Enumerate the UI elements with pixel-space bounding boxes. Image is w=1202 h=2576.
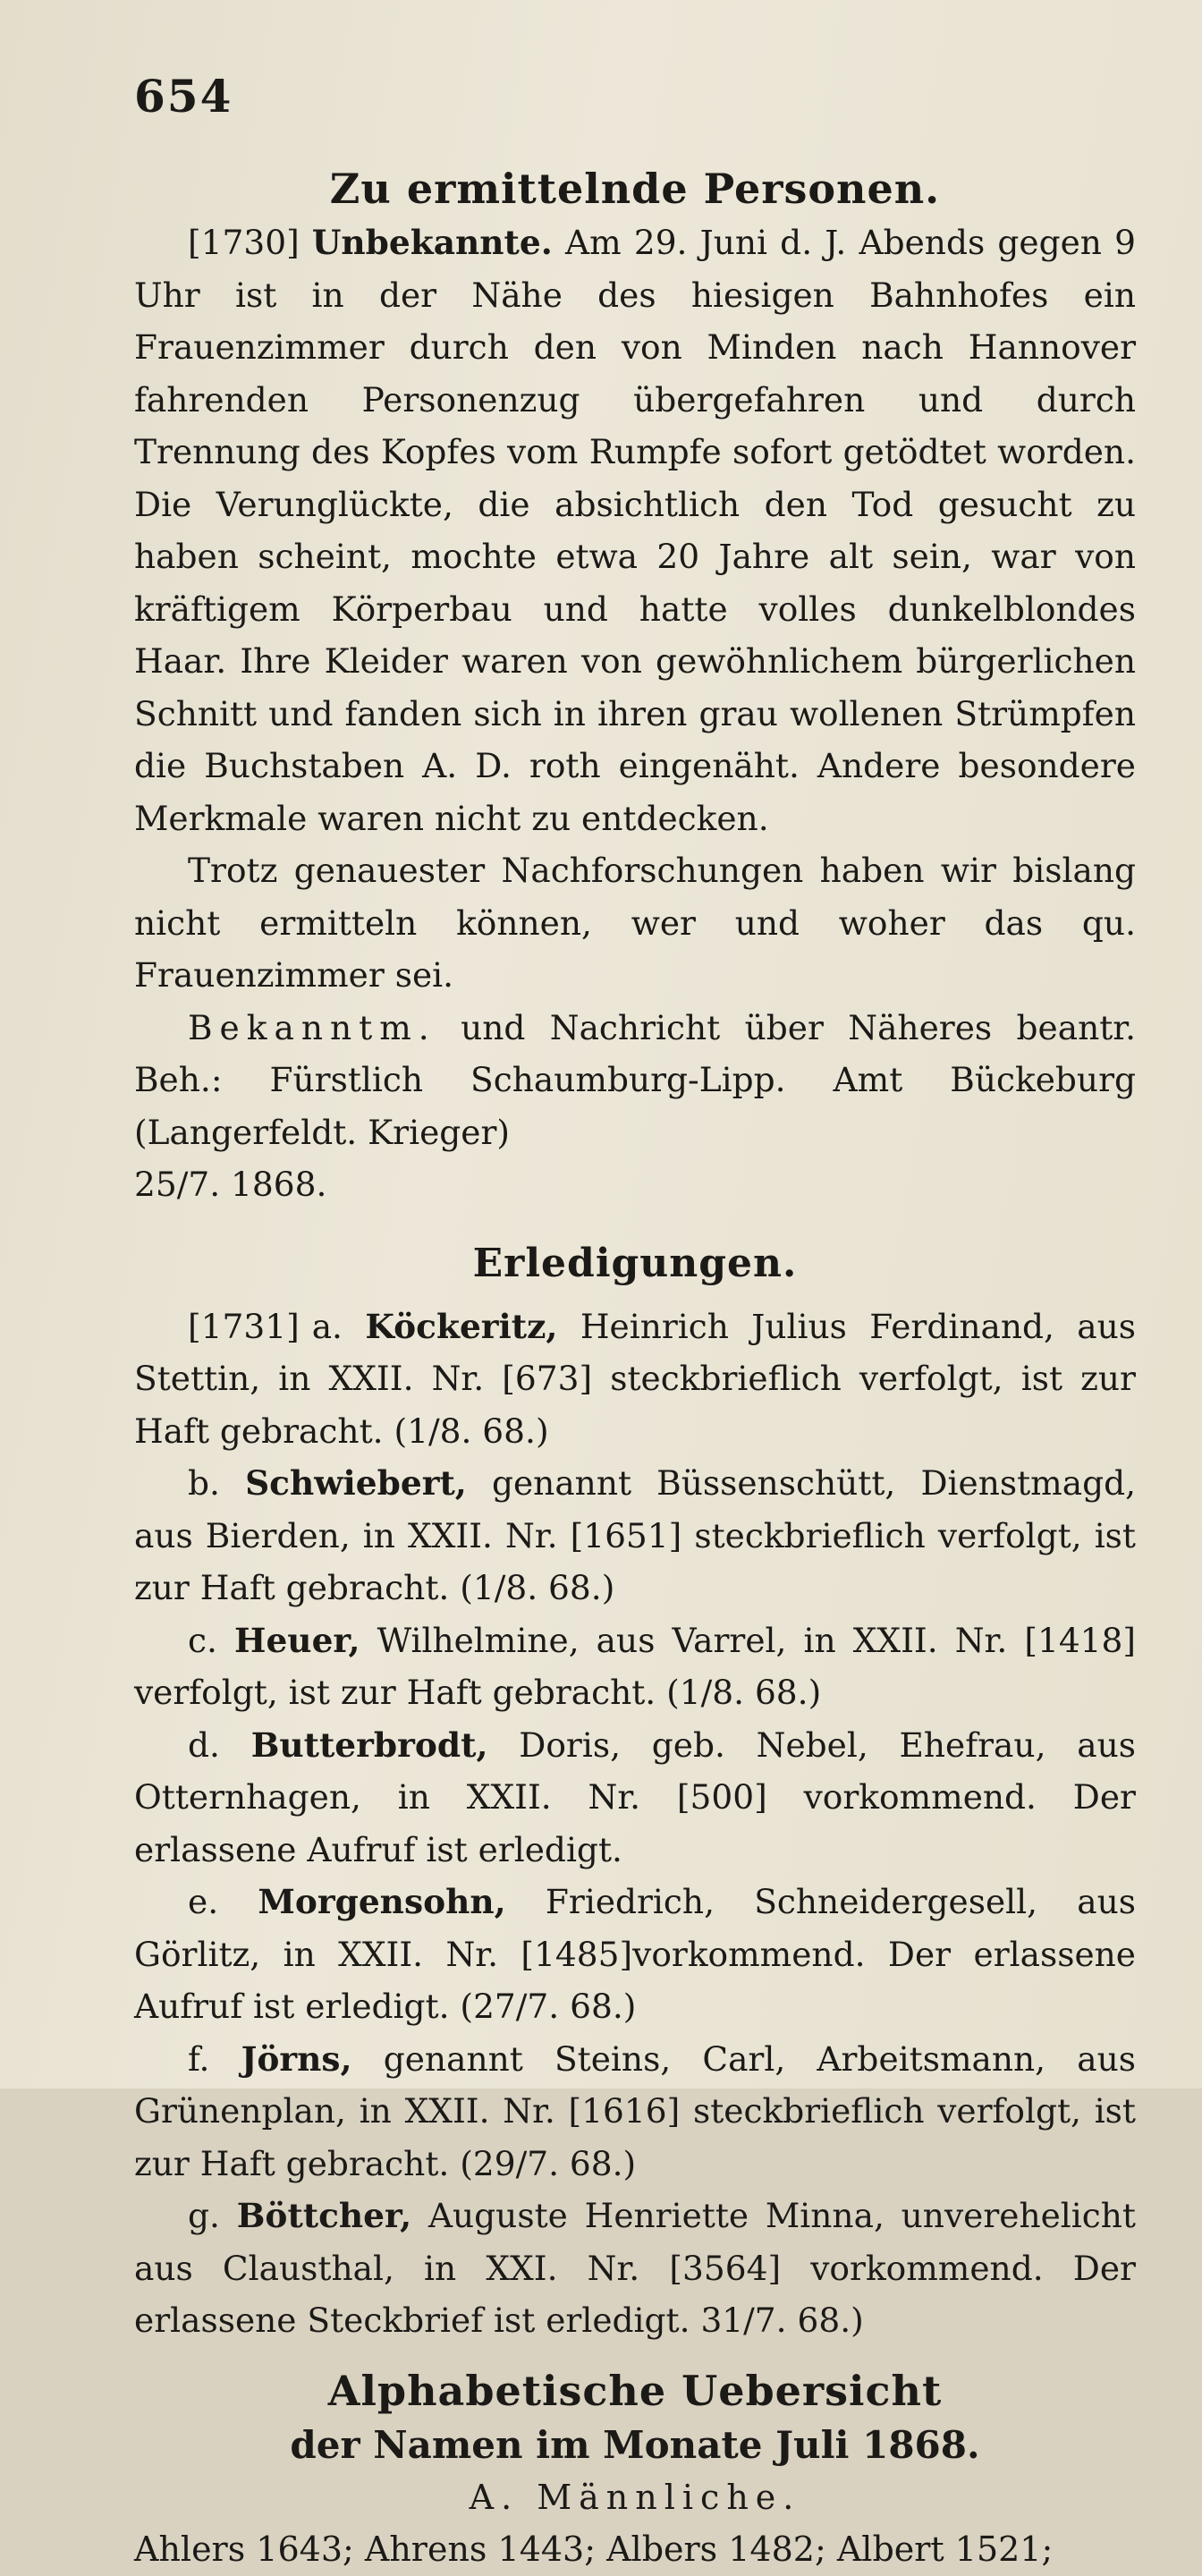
entry-1731-g [134, 2190, 1136, 2347]
entry-1731-number: [1731] [188, 1306, 300, 1346]
entry-1730-notice [134, 1002, 1136, 1211]
item-name: Böttcher, [236, 2196, 412, 2235]
index-heading: Alphabetische Uebersicht [327, 2366, 943, 2415]
item-text: genannt Büssenschütt, Dienstmagd, aus Bierden, in XXII. Nr. [1651] steckbrieflich verfolgt, ist zur Haft gebracht. (1/8. 68.) [134, 1463, 1137, 1607]
item-text: genannt Steins, Carl, Arbeitsmann, aus Grünenplan, in XXII. Nr. [1616] steckbrieflich verfolgt, ist zur Haft gebracht. (29/7. 68.) [134, 2038, 1136, 2183]
settled-heading: Erledigungen. [472, 1240, 798, 1286]
item-text: Friedrich, Schneidergesell, aus Görlitz, in XXII. Nr. [1485]vorkommend. Der erlassene Aufruf ist erledigt. (27/7. 68.) [134, 1882, 1136, 2026]
item-letter: a. [311, 1306, 343, 1346]
entry-1731-c [134, 1614, 1136, 1719]
item-letter: d. [188, 1724, 220, 1765]
item-letter: e. [188, 1882, 219, 1921]
entry-1730-number: [1730] [188, 223, 300, 262]
item-name: Schwiebert, [245, 1463, 467, 1503]
item-letter: c. [188, 1620, 217, 1660]
item-name: Heuer, [234, 1620, 360, 1660]
entry-1730-date: 25/7. 1868. [134, 1165, 327, 1204]
entry-1731-d [134, 1719, 1136, 1877]
item-letter: f. [188, 2038, 210, 2079]
entry-1731-b [134, 1457, 1136, 1614]
notice-label: Bekanntm. [188, 1007, 436, 1047]
item-text: Heinrich Julius Ferdinand, aus Stettin, in XXII. Nr. [673] steckbrieflich verfolgt, ist zur Haft gebracht. (1/8. 68.) [134, 1306, 1137, 1451]
entry-1731-e [134, 1876, 1136, 2033]
index-letter-heading: A. Männliche. [469, 2477, 801, 2517]
page-number: 654 [134, 70, 233, 123]
item-text: Auguste Henriette Minna, unverehelicht aus Clausthal, in XXI. Nr. [3564] vorkommend. Der erlassene Steckbrief ist erledigt. 31/7. 68.) [134, 2196, 1137, 2340]
notice-text: und Nachricht über Näheres beantr. Beh.: Fürstlich Schaumburg-Lipp. Amt Bückeburg (Langerfeldt. Krieger) [134, 1007, 1137, 1152]
item-name: Köckeritz, [365, 1306, 558, 1346]
item-name: Jörns, [241, 2038, 352, 2079]
wanted-persons-heading: Zu ermittelnde Personen. [329, 165, 941, 213]
page-content [134, 161, 1136, 2576]
item-letter: g. [188, 2196, 220, 2235]
entry-1730-paragraph [134, 216, 1136, 844]
item-text: Wilhelmine, aus Varrel, in XXII. Nr. [1418] verfolgt, ist zur Haft gebracht. (1/8. 68.) [134, 1620, 1137, 1712]
entry-1731-a [134, 1301, 1136, 1458]
item-letter: b. [188, 1463, 220, 1503]
item-text: Doris, geb. Nebel, Ehefrau, aus Otternhagen, in XXII. Nr. [500] vorkommend. Der erlassene Aufruf ist erledigt. [134, 1724, 1136, 1869]
index-line: Ahlers 1643; Ahrens 1443; Albers 1482; Albert 1521; [134, 2529, 1054, 2569]
item-name: Morgensohn, [258, 1882, 506, 1921]
entry-1730-paragraph-2: Trotz genauester Nachforschungen haben wir bislang nicht ermitteln können, wer und woher das qu. Frauenzimmer sei. [134, 851, 1136, 995]
index-subheading: der Namen im Monate Juli 1868. [290, 2422, 980, 2467]
entry-1730-text: Am 29. Juni d. J. Abends gegen 9 Uhr ist in der Nähe des hiesigen Bahnhofes ein Frauenzimmer durch den von Minden nach Hannover fahrenden Personenzug übergefahren und durch Trennung des Kopfes vom Rumpfe sofort getödtet worden. Die Verunglückte, die absichtlich den Tod gesucht zu haben scheint, mochte etwa 20 Jahre alt sein, war von kräftigem Körperbau und hatte volles dunkelblondes Haar. Ihre Kleider waren von gewöhnlichem bürgerlichen Schnitt und fanden sich in ihren grau wollenen Strümpfen die Buchstaben A. D. roth eingenäht. Andere besondere Merkmale waren nicht zu entdecken. [134, 223, 1137, 838]
entry-1730-name: Unbekannte. [311, 223, 553, 262]
item-name: Butterbrodt, [250, 1724, 488, 1765]
entry-1731-f [134, 2033, 1136, 2190]
